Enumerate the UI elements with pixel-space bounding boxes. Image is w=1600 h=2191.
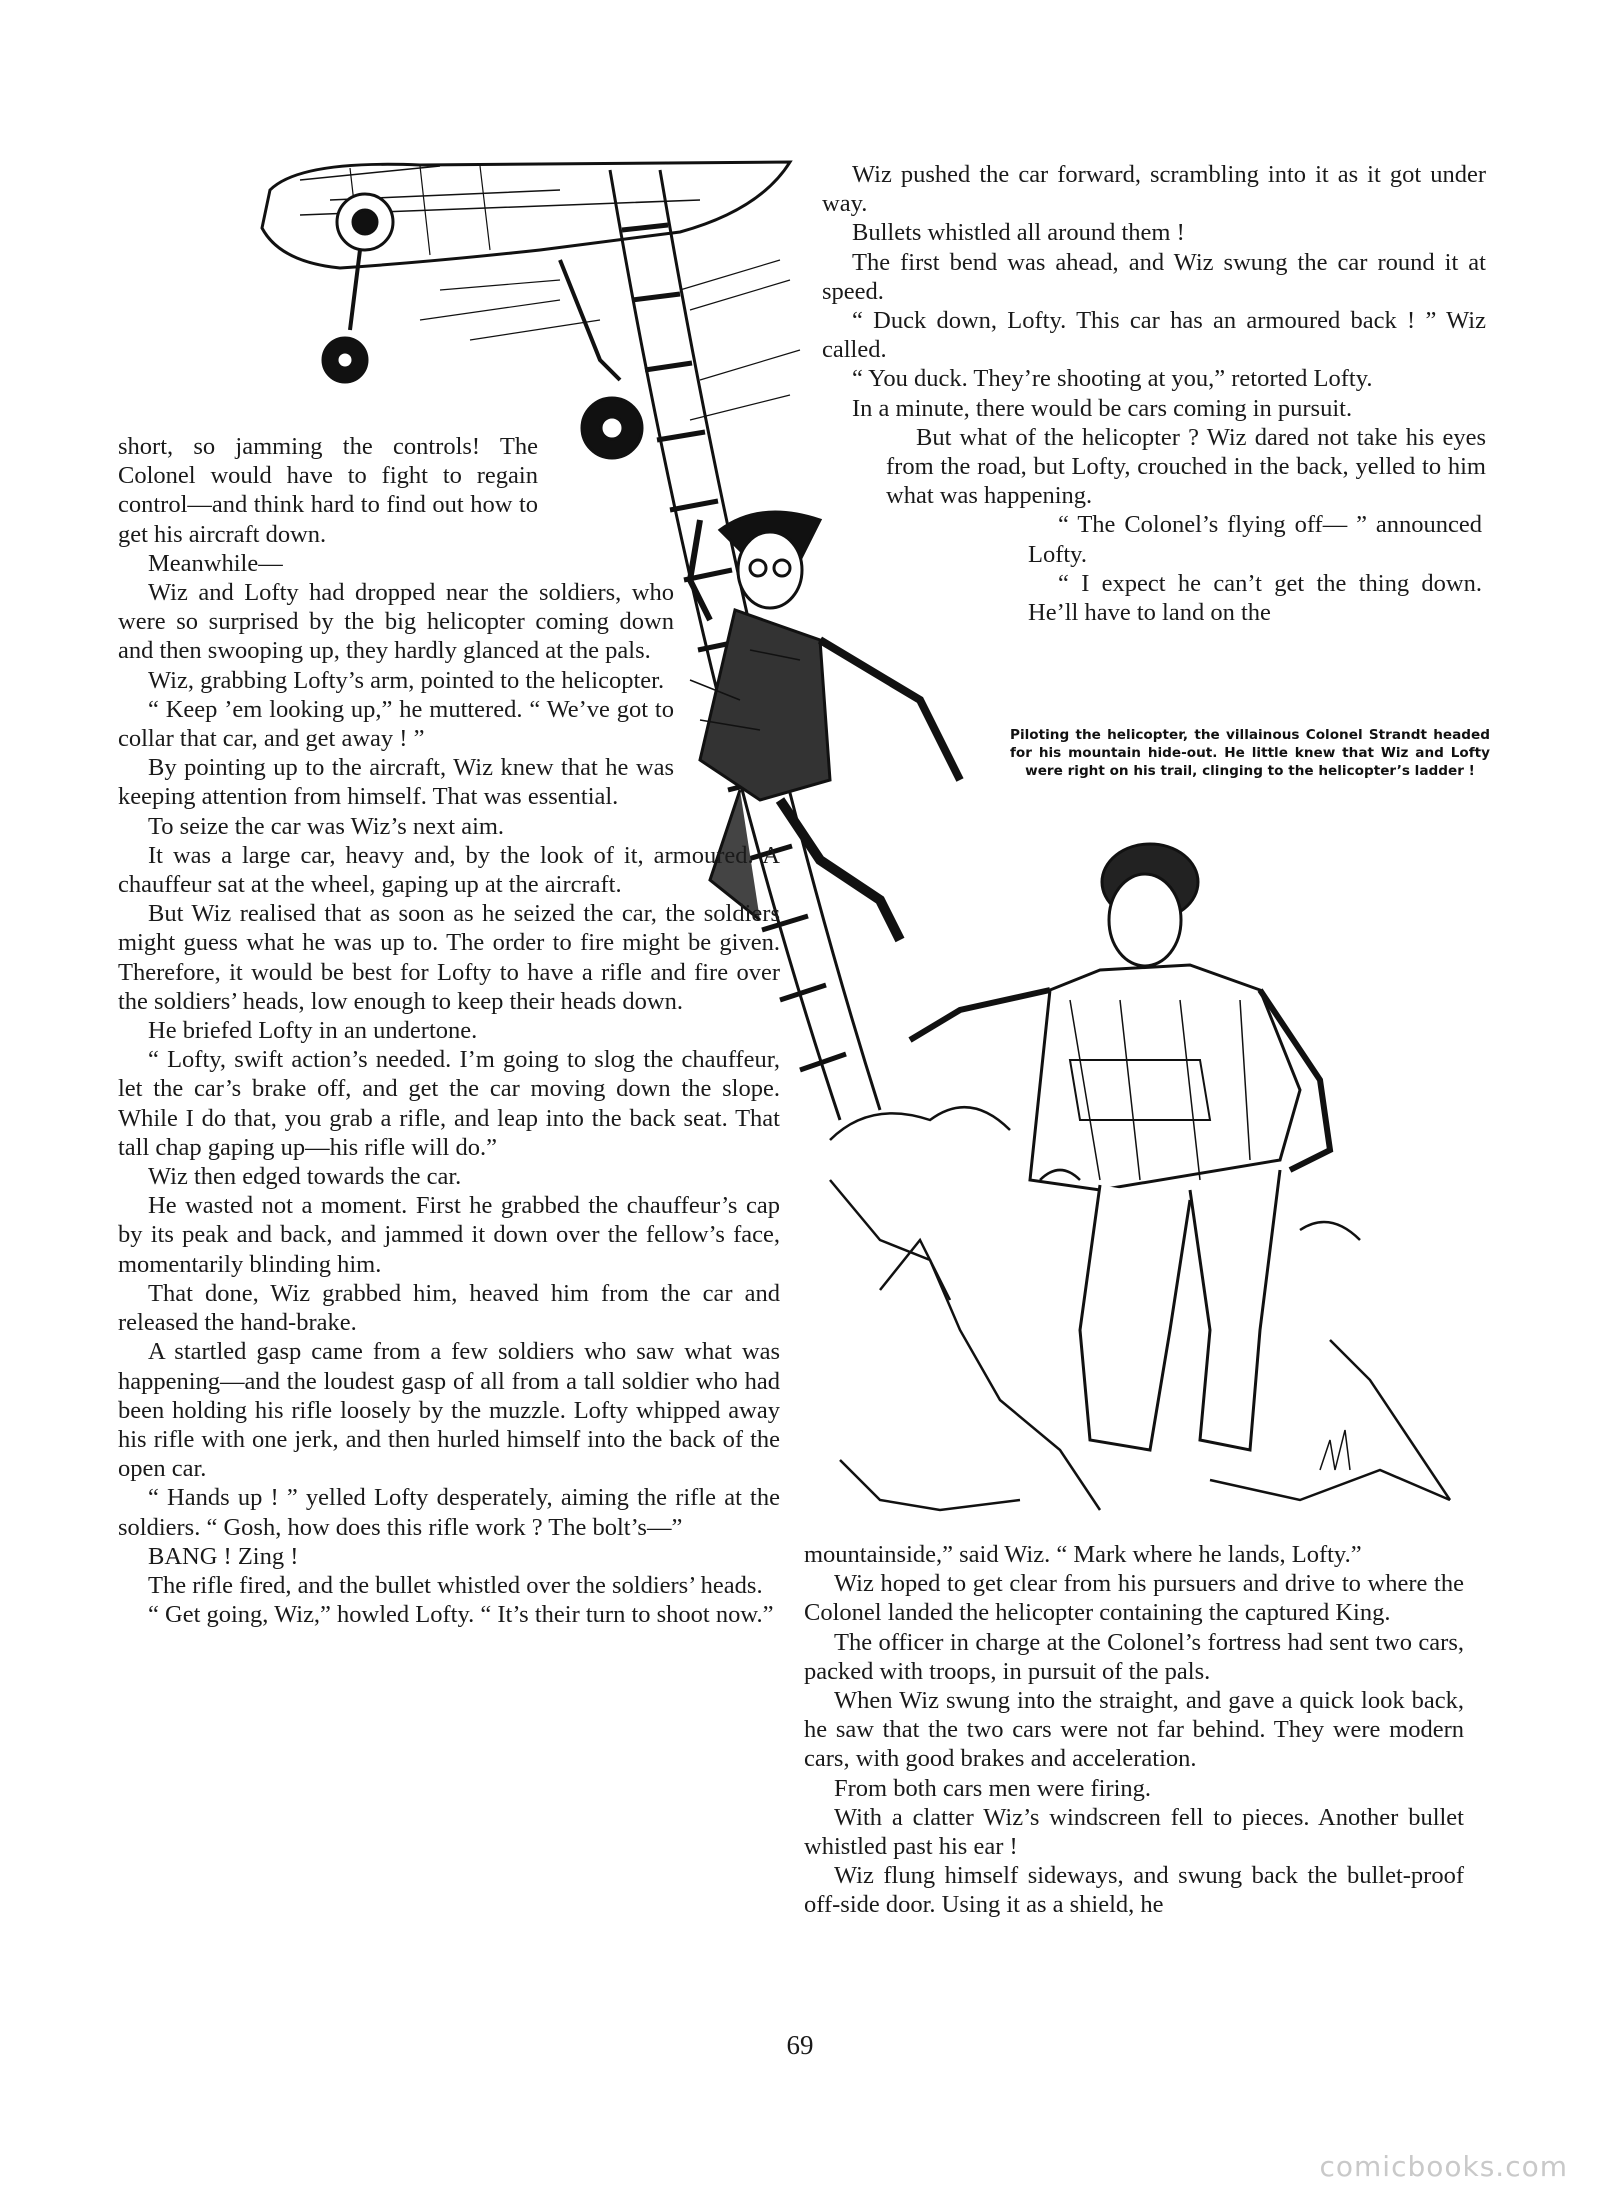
colonel-figure-drawing <box>910 844 1330 1450</box>
paragraph: By pointing up to the aircraft, Wiz knew that he was keeping attention from himself. That was essential. <box>118 754 674 811</box>
watermark: comicbooks.com <box>1319 2150 1568 2183</box>
paragraph: BANG ! Zing ! <box>148 1542 299 1570</box>
paragraph: When Wiz swung into the straight, and gave a quick look back, he saw that the two cars were not far behind. They were modern cars, with good brakes and acceleration. <box>804 1687 1464 1773</box>
paragraph: That done, Wiz grabbed him, heaved him from the car and released the hand-brake. <box>118 1279 780 1337</box>
paragraph: The rifle fired, and the bullet whistled over the soldiers’ heads. <box>148 1571 763 1599</box>
paragraph: The first bend was ahead, and Wiz swung the car round it at speed. <box>822 248 1486 305</box>
paragraph: Wiz flung himself sideways, and swung back the bullet-proof off-side door. Using it as a shield, he <box>804 1862 1464 1919</box>
paragraph: “ Get going, Wiz,” howled Lofty. “ It’s their turn to shoot now.” <box>148 1601 774 1629</box>
paragraph: A startled gasp came from a few soldiers who saw what was happening—and the loudest gasp of all from a tall soldier who had been holding his rifle loosely by the muzzle. Lofty whipped away his rifle with one jerk, and then hurled himself into the back of the open car. <box>118 1338 780 1483</box>
paragraph: Wiz, grabbing Lofty’s arm, pointed to the helicopter. <box>148 666 665 694</box>
paragraph: Meanwhile— <box>148 549 283 577</box>
right-top-text-column <box>822 160 1486 627</box>
paragraph: Wiz then edged towards the car. <box>148 1163 462 1191</box>
paragraph: But Wiz realised that as soon as he seized the car, the soldiers might guess what he was up to. The order to fire might be given. Therefore, it would be best for Lofty to have a rifle and fire over the soldiers’ heads, low enough to keep their heads down. <box>118 900 780 1015</box>
page-number: 69 <box>786 2030 814 2060</box>
paragraph: In a minute, there would be cars coming in pursuit. <box>852 394 1353 422</box>
paragraph: “ Lofty, swift action’s needed. I’m going to slog the chauffeur, let the car’s brake off, and get the car moving down the slope. While I do that, you grab a rifle, and leap into the back seat. That tall chap gaping up—his rifle will do.” <box>118 1046 780 1161</box>
paragraph: “ I expect he can’t get the thing down. He’ll have to land on the <box>1028 569 1482 627</box>
paragraph: “ You duck. They’re shooting at you,” retorted Lofty. <box>852 365 1373 393</box>
left-text-column <box>118 432 780 1629</box>
paragraph: He briefed Lofty in an undertone. <box>148 1017 478 1045</box>
paragraph: To seize the car was Wiz’s next aim. <box>148 812 505 840</box>
paragraph: With a clatter Wiz’s windscreen fell to pieces. Another bullet whistled past his ear ! <box>804 1803 1464 1861</box>
paragraph: The officer in charge at the Colonel’s fortress had sent two cars, packed with troops, in pursuit of the pals. <box>804 1628 1464 1685</box>
paragraph: Wiz and Lofty had dropped near the soldiers, who were so surprised by the big helicopter coming down and then swooping up, they hardly glanced at the pals. <box>118 579 674 665</box>
paragraph: But what of the helicopter ? Wiz dared not take his eyes from the road, but Lofty, crouched in the back, yelled to him what was happening. <box>886 423 1486 510</box>
illustration-caption: Piloting the helicopter, the villainous Colonel Strandt headed for his mountain hide-out. He little knew that Wiz and Lofty were right on his trail, clinging to the helicopter’s ladder ! <box>1010 727 1490 779</box>
paragraph: Wiz hoped to get clear from his pursuers and drive to where the Colonel landed the helicopter containing the captured King. <box>804 1570 1464 1627</box>
paragraph: Wiz pushed the car forward, scrambling into it as it got under way. <box>822 161 1486 218</box>
paragraph: “ Keep ’em looking up,” he muttered. “ We’ve got to collar that car, and get away ! ” <box>118 695 674 753</box>
paragraph: “ The Colonel’s flying off— ” announced Lofty. <box>1028 511 1482 568</box>
right-bottom-text-column <box>804 1540 1464 1920</box>
paragraph: “ Hands up ! ” yelled Lofty desperately, aiming the rifle at the soldiers. “ Gosh, how does this rifle work ? The bolt’s—” <box>118 1484 780 1541</box>
paragraph: “ Duck down, Lofty. This car has an armoured back ! ” Wiz called. <box>822 307 1486 364</box>
paragraph: mountainside,” said Wiz. “ Mark where he lands, Lofty.” <box>804 1541 1362 1568</box>
paragraph: He wasted not a moment. First he grabbed the chauffeur’s cap by its peak and back, and jammed it down over the fellow’s face, momentarily blinding him. <box>118 1192 780 1278</box>
helicopter-drawing <box>262 162 800 458</box>
paragraph: short, so jamming the controls! The Colonel would have to fight to regain control—and think hard to find out how to get his aircraft down. <box>118 433 538 548</box>
paragraph: Bullets whistled all around them ! <box>852 219 1185 247</box>
paragraph: From both cars men were firing. <box>834 1774 1152 1802</box>
paragraph: It was a large car, heavy and, by the look of it, armoured. A chauffeur sat at the wheel, gaping up at the aircraft. <box>118 841 780 899</box>
